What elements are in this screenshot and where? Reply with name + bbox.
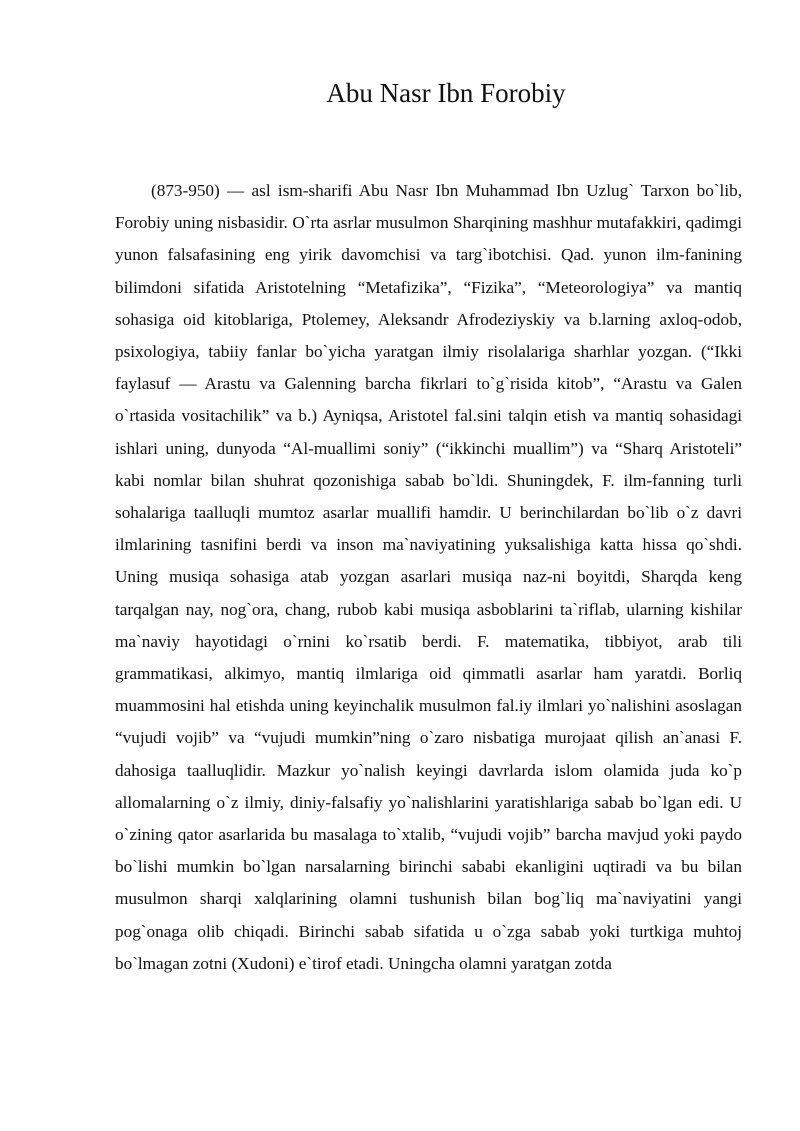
body-paragraph: (873-950) — asl ism-sharifi Abu Nasr Ibn Muhammad Ibn Uzlug` Tarxon bo`lib, Forobiy uning nisbasidir. O`rta asrlar musulmon Sharqining mashhur mutafakkiri, qadimgi yunon falsafasining eng yirik davomchisi va targ`ibotchisi. Qad. yunon ilm-fanining bilimdoni sifatida Aristotelning “Metafizika”, “Fizika”, “Meteorologiya” va mantiq sohasiga oid kitoblariga, Ptolemey, Aleksandr Afrodeziyskiy va b.larning axloq-odob, psixologiya, tabiiy fanlar bo`yicha yaratgan ilmiy risolalariga sharhlar yozgan. (“Ikki faylasuf — Arastu va Galenning barcha fikrlari to`g`risida kitob”, “Arastu va Galen o`rtasida vositachilik” va b.) Ayniqsa, Aristotel fal.sini talqin etish va mantiq sohasidagi ishlari uning, dunyoda “Al-muallimi soniy” (“ikkinchi muallim”) va “Sharq Aristoteli” kabi nomlar bilan shuhrat qozonishiga sabab bo`ldi. Shuningdek, F. ilm-fanning turli sohalariga taalluqli mumtoz asarlar muallifi hamdir. U berinchilardan bo`lib o`z davri ilmlarining tasnifini berdi va inson ma`naviyatining yuksalishiga katta hissa qo`shdi. Uning musiqa sohasiga atab yozgan asarlari musiqa naz-ni boyitdi, Sharqda keng tarqalgan nay, nog`ora, chang, rubob kabi musiqa asboblarini ta`riflab, ularning kishilar ma`naviy hayotidagi o`rnini ko`rsatib berdi. F. matematika, tibbiyot, arab tili grammatikasi, alkimyo, mantiq ilmlariga oid qimmatli asarlar ham yaratdi. Borliq muammosini hal etishda uning keyinchalik musulmon fal.iy ilmlari yo`nalishini asoslagan “vujudi vojib” va “vujudi mumkin”ning o`zaro nisbatiga murojaat qilish an`anasi F. dahosiga taalluqlidir. Mazkur yo`nalish keyingi davrlarda islom olamida juda ko`p allomalarning o`z ilmiy, diniy-falsafiy yo`nalishlarini yaratishlariga sabab bo`lgan edi. U o`zining qator asarlarida bu masalaga to`xtalib, “vujudi vojib” barcha mavjud yoki paydo bo`lishi mumkin bo`lgan narsalarning birinchi sababi ekanligini uqtiradi va bu bilan musulmon sharqi xalqlarining olamni tushunish bilan bog`liq ma`naviyatini yangi pog`onaga olib chiqadi. Birinchi sabab sifatida u o`zga sabab yoki turtkiga muhtoj bo`lmagan zotni (Xudoni) e`tirof etadi. Uningcha olamni yaratgan zotda [115,181,742,973]
page-title: Abu Nasr Ibn Forobiy [326,78,566,108]
